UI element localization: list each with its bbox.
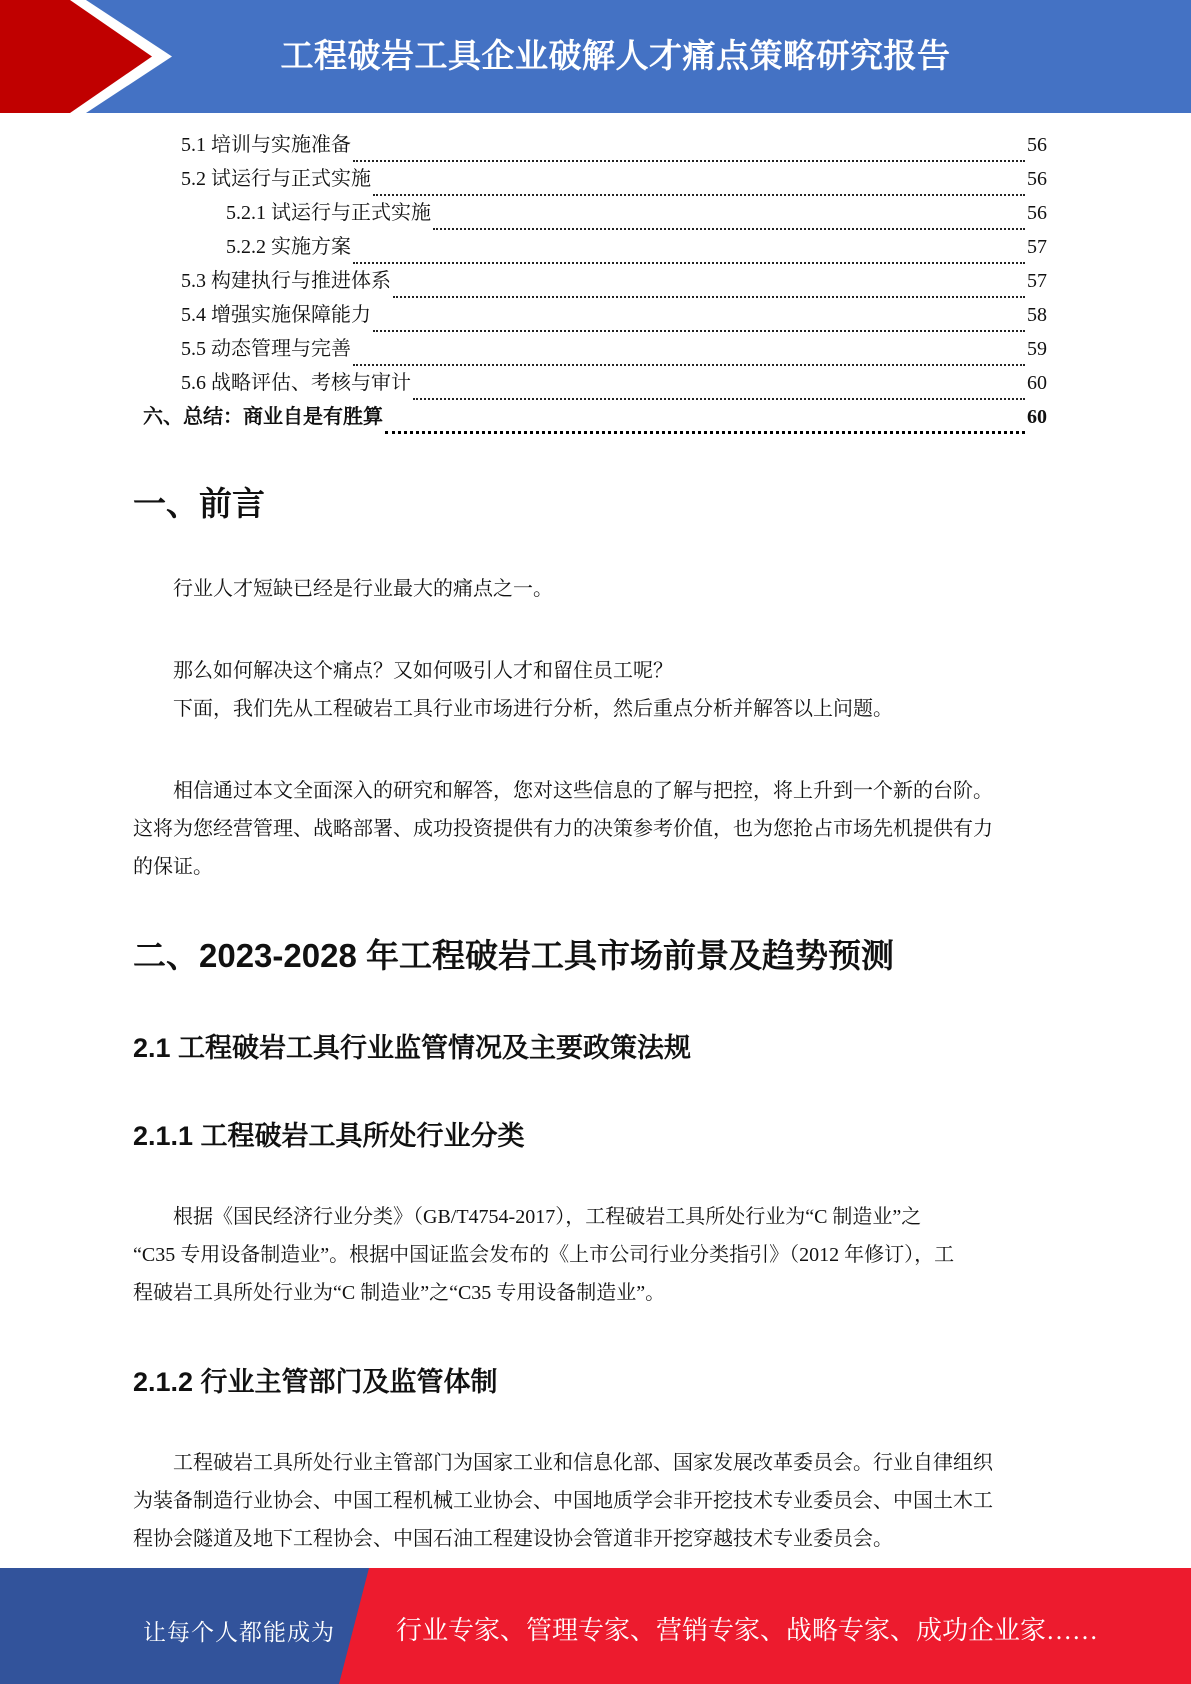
page-header xyxy=(0,0,1191,113)
paragraph-line: 那么如何解决这个痛点？又如何吸引人才和留住员工呢？ xyxy=(173,660,673,682)
body-paragraph xyxy=(133,1444,1047,1558)
toc-page-number: 56 xyxy=(1027,168,1047,190)
toc-entry[interactable] xyxy=(133,230,1047,264)
body-paragraph xyxy=(133,570,1047,608)
toc-leader-dots xyxy=(433,220,1025,230)
toc-entry[interactable] xyxy=(133,298,1047,332)
body-paragraph xyxy=(133,652,1047,728)
toc-entry-label: 5.5 动态管理与完善 xyxy=(181,338,351,360)
toc-page-number: 56 xyxy=(1027,134,1047,156)
footer-slogan-right: 行业专家、管理专家、营销专家、战略专家、成功企业家…… xyxy=(396,1616,1099,1645)
paragraph-line: 为装备制造行业协会、中国工程机械工业协会、中国地质学会非开挖技术专业委员会、中国土木工 xyxy=(133,1490,993,1512)
toc-page-number: 60 xyxy=(1027,406,1047,428)
table-of-contents xyxy=(133,113,1047,434)
toc-leader-dots xyxy=(413,390,1025,400)
toc-entry[interactable] xyxy=(133,332,1047,366)
paragraph-line: “C35 专用设备制造业”。根据中国证监会发布的《上市公司行业分类指引》（2012 年修订），工 xyxy=(133,1244,955,1266)
paragraph-line: 的保证。 xyxy=(133,856,213,878)
toc-leader-dots xyxy=(393,288,1025,298)
toc-entry-label: 六、总结：商业自是有胜算 xyxy=(143,406,383,428)
toc-entry[interactable] xyxy=(133,128,1047,162)
toc-leader-dots xyxy=(373,186,1025,196)
page-content xyxy=(133,113,1047,1568)
section-heading-h1: 二、2023-2028 年工程破岩工具市场前景及趋势预测 xyxy=(133,937,894,974)
body-paragraph xyxy=(133,772,1047,886)
toc-entry-label: 5.3 构建执行与推进体系 xyxy=(181,270,391,292)
toc-entry-label: 5.6 战略评估、考核与审计 xyxy=(181,372,411,394)
toc-leader-dots xyxy=(353,356,1025,366)
toc-leader-dots xyxy=(353,254,1025,264)
paragraph-line: 下面，我们先从工程破岩工具行业市场进行分析，然后重点分析并解答以上问题。 xyxy=(173,698,893,720)
toc-page-number: 60 xyxy=(1027,372,1047,394)
toc-entry[interactable] xyxy=(133,162,1047,196)
toc-entry[interactable] xyxy=(133,400,1047,434)
paragraph-line: 程破岩工具所处行业为“C 制造业”之“C35 专用设备制造业”。 xyxy=(133,1282,666,1304)
toc-entry-label: 5.1 培训与实施准备 xyxy=(181,134,351,156)
section-heading-h3: 2.1.2 行业主管部门及监管体制 xyxy=(133,1367,498,1397)
paragraph-line: 行业人才短缺已经是行业最大的痛点之一。 xyxy=(173,578,553,600)
toc-leader-dots xyxy=(385,424,1025,434)
paragraph-line: 相信通过本文全面深入的研究和解答，您对这些信息的了解与把控，将上升到一个新的台阶。 xyxy=(173,780,993,802)
toc-entry-label: 5.2.1 试运行与正式实施 xyxy=(226,202,431,224)
toc-page-number: 59 xyxy=(1027,338,1047,360)
report-title: 工程破岩工具企业破解人才痛点策略研究报告 xyxy=(280,37,951,74)
section-heading-h3: 2.1.1 工程破岩工具所处行业分类 xyxy=(133,1121,525,1151)
toc-page-number: 57 xyxy=(1027,236,1047,258)
paragraph-line: 根据《国民经济行业分类》（GB/T4754-2017），工程破岩工具所处行业为“C 制造业”之 xyxy=(173,1206,922,1228)
toc-leader-dots xyxy=(353,152,1025,162)
page-footer xyxy=(0,1568,1191,1684)
toc-leader-dots xyxy=(373,322,1025,332)
toc-entry[interactable] xyxy=(133,196,1047,230)
body-paragraph xyxy=(133,1198,1047,1312)
paragraph-line: 程协会隧道及地下工程协会、中国石油工程建设协会管道非开挖穿越技术专业委员会。 xyxy=(133,1528,893,1550)
toc-entry[interactable] xyxy=(133,366,1047,400)
section-heading-h2: 2.1 工程破岩工具行业监管情况及主要政策法规 xyxy=(133,1033,692,1063)
toc-entry-label: 5.2.2 实施方案 xyxy=(226,236,351,258)
document-body xyxy=(133,482,1047,1558)
toc-entry[interactable] xyxy=(133,264,1047,298)
paragraph-line: 这将为您经营管理、战略部署、成功投资提供有力的决策参考价值，也为您抢占市场先机提供有力 xyxy=(133,818,993,840)
section-heading-h1: 一、前言 xyxy=(133,485,265,522)
paragraph-line: 工程破岩工具所处行业主管部门为国家工业和信息化部、国家发展改革委员会。行业自律组织 xyxy=(173,1452,993,1474)
toc-page-number: 56 xyxy=(1027,202,1047,224)
toc-entry-label: 5.4 增强实施保障能力 xyxy=(181,304,371,326)
toc-page-number: 57 xyxy=(1027,270,1047,292)
toc-page-number: 58 xyxy=(1027,304,1047,326)
footer-slogan-left: 让每个人都能成为 xyxy=(143,1620,335,1645)
toc-entry-label: 5.2 试运行与正式实施 xyxy=(181,168,371,190)
